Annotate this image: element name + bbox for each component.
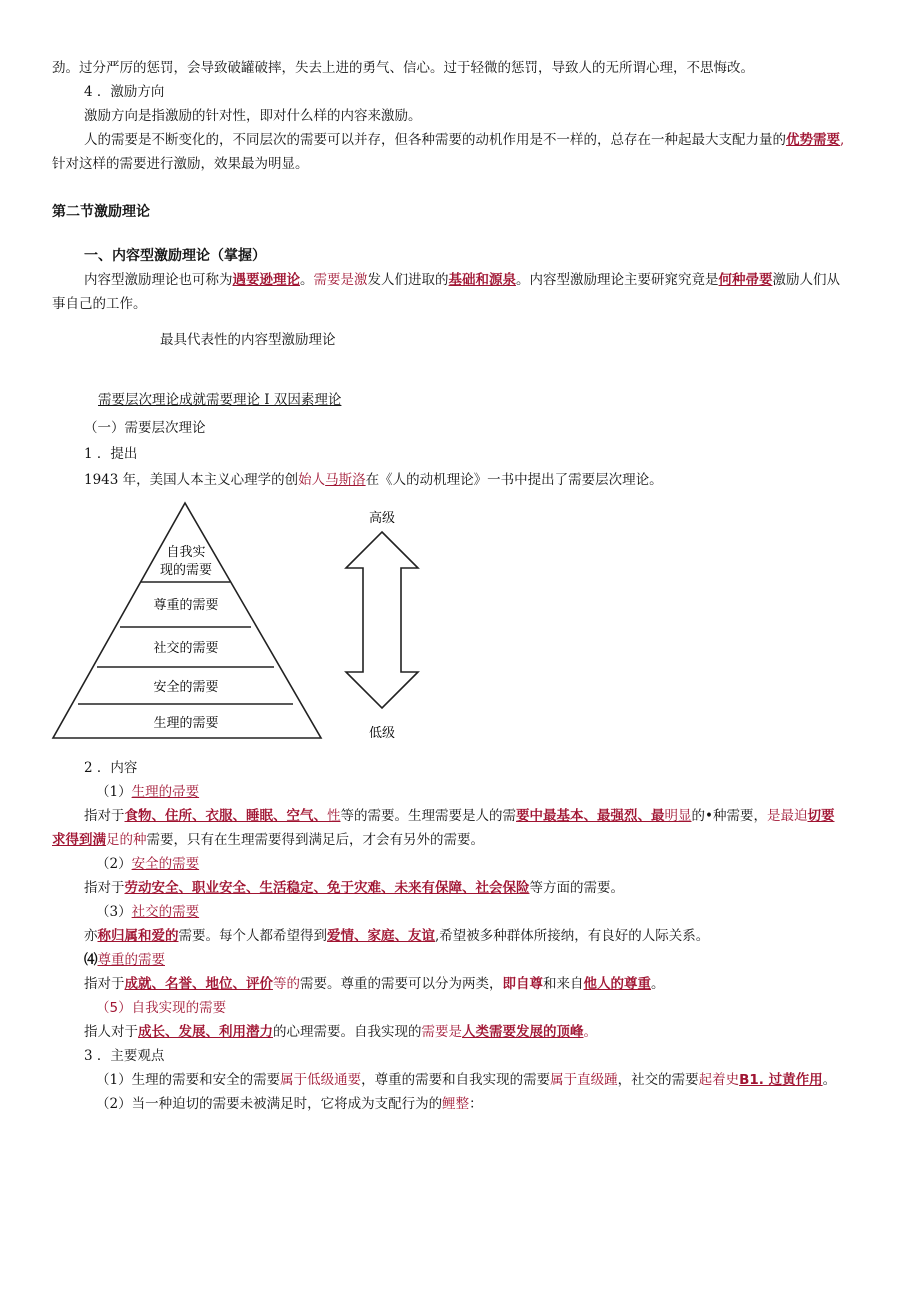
view-1: （1）生理的需要和安全的需要属于低级通要，尊重的需要和自我实现的需要属于直级踵，社交的需要起着史B1. 过黄作用。 <box>96 1072 837 1088</box>
paragraph-needs-change: 人的需要是不断变化的，不同层次的需要可以并存，但各种需要的动机作用是不一样的，总存在一种起最大支配力量的优势需要, <box>84 132 845 148</box>
paragraph-direction-def: 激励方向是指激励的针对性，即对什么样的内容来激励。 <box>84 108 422 124</box>
pyramid-level-social: 社交的需要 <box>153 641 219 656</box>
paragraph-content-theory-cont: 事自己的工作。 <box>52 296 147 312</box>
item-esteem-title: ⑷尊重的需要 <box>84 952 165 968</box>
diagram-theories-list: 需要层次理论成就需要理论 I 双因素理论 <box>98 392 342 408</box>
arrow-label-high: 高级 <box>368 511 396 526</box>
heading-content: 2 ．内容 <box>84 760 138 776</box>
arrow-label-low: 低级 <box>368 726 396 741</box>
paragraph-maslow: 1943 年，美国人本主义心理学的创始人马斯洛在《人的动机理论》一书中提出了需要层次理论。 <box>84 472 663 488</box>
paragraph-content-theory: 内容型激励理论也可称为遇要逊理论。需要是激发人们进取的基础和源泉。内容型激励理论主要研窕究竟是何种帚要激励人们从 <box>84 272 840 288</box>
heading-proposal: 1 ．提出 <box>84 446 138 462</box>
item-self-actualization-text: 指人对于成长、发展、利用潜力的心理需要。自我实现的需要是人类需要发展的顶峰。 <box>84 1024 597 1040</box>
pyramid-level-physiological: 生理的需要 <box>153 716 219 731</box>
item-social-text: 亦称归属和爱的需要。每个人都希望得到爱情、家庭、友谊,希望被多种群体所接纳，有良好的人际关系。 <box>84 928 710 944</box>
section-title: 第二节激励理论 <box>52 204 150 220</box>
pyramid-level-self-1: 自我实 <box>166 545 206 560</box>
maslow-pyramid <box>50 500 325 742</box>
item-physiological-title: （1）生理的帚要 <box>96 784 200 800</box>
pyramid-level-esteem: 尊重的需要 <box>153 598 219 613</box>
pyramid-level-safety: 安全的需要 <box>153 680 219 695</box>
item-physiological-text-cont: 求得到满足的种需要，只有在生理需要得到满足后，才会有另外的需要。 <box>52 832 484 848</box>
item-safety-title: （2）安全的需要 <box>96 856 200 872</box>
heading-incentive-direction: 4 ．激励方向 <box>84 84 165 100</box>
diagram-caption: 最具代表性的内容型激励理论 <box>160 332 336 348</box>
pyramid-level-self-2: 现的需要 <box>159 563 213 578</box>
heading-main-views: 3 ．主要观点 <box>84 1048 165 1064</box>
double-arrow-diagram <box>330 500 430 745</box>
view-2: （2）当一种迫切的需要未被满足时，它将成为支配行为的鲤整： <box>96 1096 483 1112</box>
item-self-actualization-title: （5）自我实现的需要 <box>96 1000 227 1016</box>
paragraph-needs-effect: 针对这样的需要进行激励，效果最为明显。 <box>52 156 309 172</box>
item-physiological-text: 指对于食物、住所、衣服、睡眠、空气、性等的需要。生理需要是人的需要中最基本、最强烈、最明显的•种需要，是最迫切要 <box>84 808 835 824</box>
paragraph-punishment: 劲。过分严厉的惩罚，会导致破罐破摔，失去上进的勇气、信心。过于轻微的惩罚，导致人的无所谓心理，不思悔改。 <box>52 60 754 76</box>
heading-hierarchy-theory: （一）需要层次理论 <box>84 420 206 436</box>
subsection-title: 一、内容型激励理论（掌握） <box>84 248 266 264</box>
double-arrow-icon <box>346 532 418 708</box>
item-social-title: （3）社交的需要 <box>96 904 200 920</box>
item-safety-text: 指对于劳动安全、职业安全、生活稳定、免于灾难、未来有保障、社会保险等方面的需要。 <box>84 880 624 896</box>
item-esteem-text: 指对于成就、名誉、地位、评价等的需要。尊重的需要可以分为两类，即自尊和来自他人的尊重。 <box>84 976 665 992</box>
